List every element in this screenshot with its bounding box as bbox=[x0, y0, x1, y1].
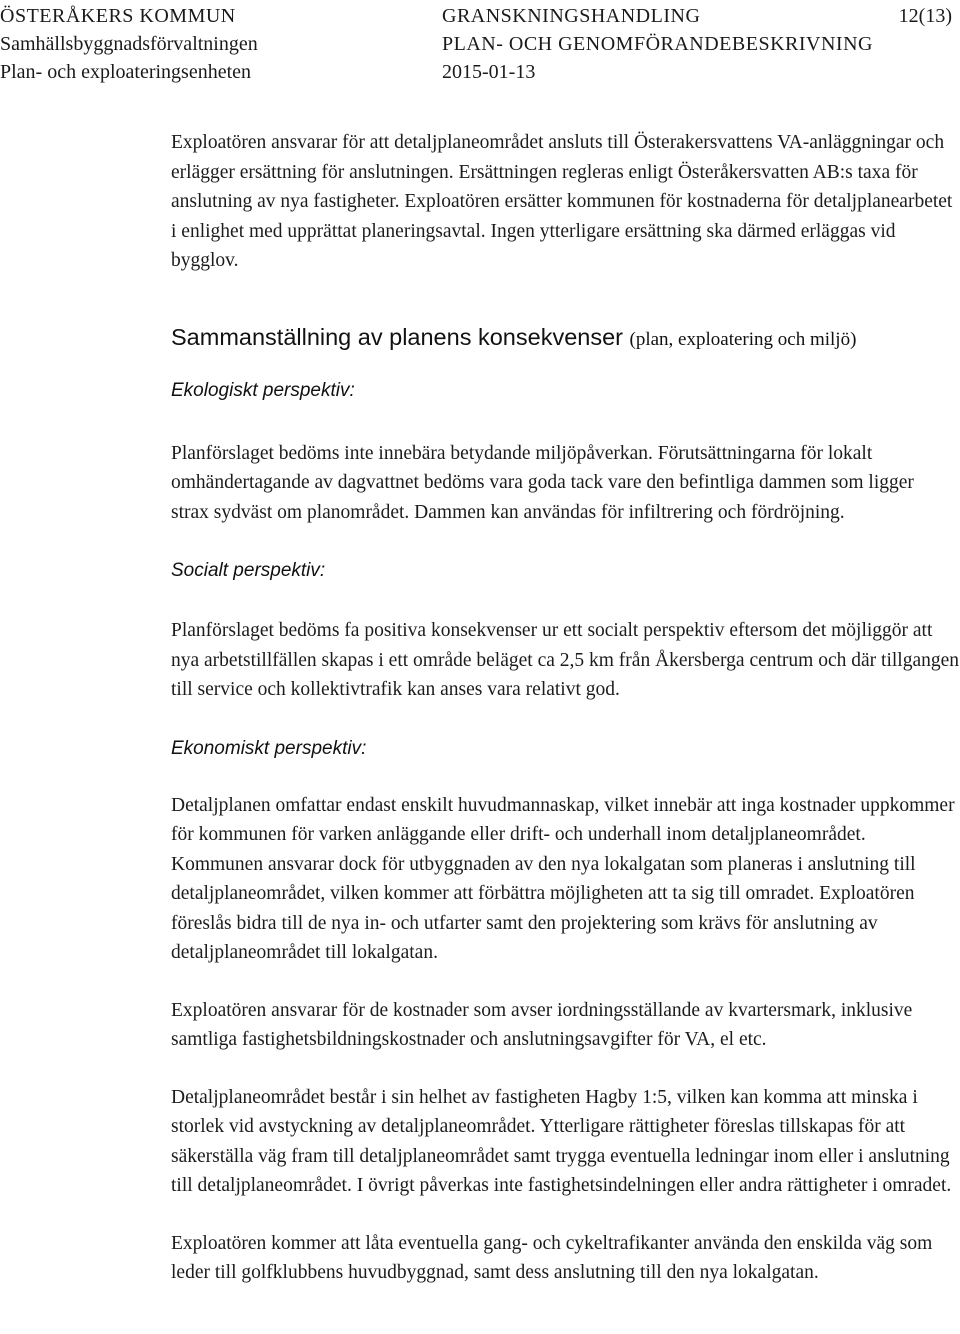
department-name: Samhällsbyggnadsförvaltningen bbox=[0, 33, 258, 55]
ekonomiskt-heading: Ekonomiskt perspektiv: bbox=[171, 737, 367, 759]
socialt-text: Planförslaget bedöms fa positiva konsekvenser ur ett socialt perspektiv eftersom det möjliggör att nya arbetstillfällen skapas i ett område beläget ca 2,5 km från Åkersberga centrum och där tillgangen till service och kollektivtrafik kan anses vara relativt god. bbox=[171, 620, 960, 700]
document-type: GRANSKNINGSHANDLING bbox=[442, 5, 701, 27]
ekologiskt-text: Planförslaget bedöms inte innebära betydande miljöpåverkan. Förutsättningarna för lokalt omhändertagande av dagvattnet bedöms vara goda tack vare den befintliga dammen som ligger strax sydväst om planområdet. Dammen kan användas för infiltrering och fördröjning. bbox=[171, 442, 914, 523]
intro-paragraph: Exploatören ansvarar för att detaljplaneområdet ansluts till Österakersvattens VA-anläggningar och erlägger ersättning för anslutningen. Ersättningen regleras enligt Österåkersvatten AB:s taxa för anslutning av nya fastigheter. Exploatören ersätter kommunen för kostnaderna för detaljplanearbetet i enlighet med upprättat planeringsavtal. Ingen ytterligare ersättning ska därmed erläggas vid bygglov. bbox=[171, 132, 953, 271]
section-heading bbox=[171, 322, 960, 355]
ekonomiskt-paragraph-1: Detaljplanen omfattar endast enskilt huvudmannaskap, vilket innebär att inga kostnader uppkommer för kommunen för varken anläggande eller drift- och underhall inom detaljplaneområdet. Kommunen ansvarar dock för utbyggnaden av den nya lokalgatan som planeras i anslutning till detaljplaneområdet, vilken kommer att förbättra möjligheten att ta sig till omradet. Exploatören föreslås bidra till de nya in- och utfarter samt den projektering som krävs för anslutning av detaljplaneområdet till lokalgatan. bbox=[171, 794, 955, 963]
page-header bbox=[0, 2, 960, 86]
header-middle bbox=[442, 2, 873, 86]
header-left bbox=[0, 2, 258, 86]
page-content bbox=[171, 128, 960, 1288]
document-title: PLAN- OCH GENOMFÖRANDEBESKRIVNING bbox=[442, 33, 873, 55]
org-name: ÖSTERÅKERS KOMMUN bbox=[0, 5, 236, 27]
ekonomiskt-paragraph-2: Exploatören ansvarar för de kostnader som avser iordningsställande av kvartersmark, inklusive samtliga fastighetsbildningskostnader och anslutningsavgifter för VA, el etc. bbox=[171, 999, 913, 1050]
unit-name: Plan- och exploateringsenheten bbox=[0, 61, 252, 83]
section-title: Sammanställning av planens konsekvenser bbox=[171, 323, 623, 350]
header-right bbox=[899, 2, 952, 30]
page-number: 12(13) bbox=[898, 5, 952, 27]
ekonomiskt-paragraph-3: Detaljplaneområdet består i sin helhet av fastigheten Hagby 1:5, vilken kan komma att minska i storlek vid avstyckning av detaljplaneområdet. Ytterligare rättigheter föreslas tillskapas för att säkerställa väg fram till detaljplaneområdet samt trygga eventuella ledningar inom eller i anslutning till detaljplaneområdet. I övrigt påverkas inte fastighetsindelningen eller andra rättigheter i omradet. bbox=[171, 1086, 952, 1196]
section-subtitle: (plan, exploatering och miljö) bbox=[629, 328, 857, 350]
ekologiskt-heading: Ekologiskt perspektiv: bbox=[171, 379, 355, 401]
socialt-heading: Socialt perspektiv: bbox=[171, 560, 326, 581]
document-date: 2015-01-13 bbox=[442, 61, 536, 83]
ekonomiskt-paragraph-4: Exploatören kommer att låta eventuella gang- och cykeltrafikanter använda den enskilda väg som leder till golfklubbens huvudbyggnad, samt dess anslutning till den nya lokalgatan. bbox=[171, 1232, 933, 1283]
